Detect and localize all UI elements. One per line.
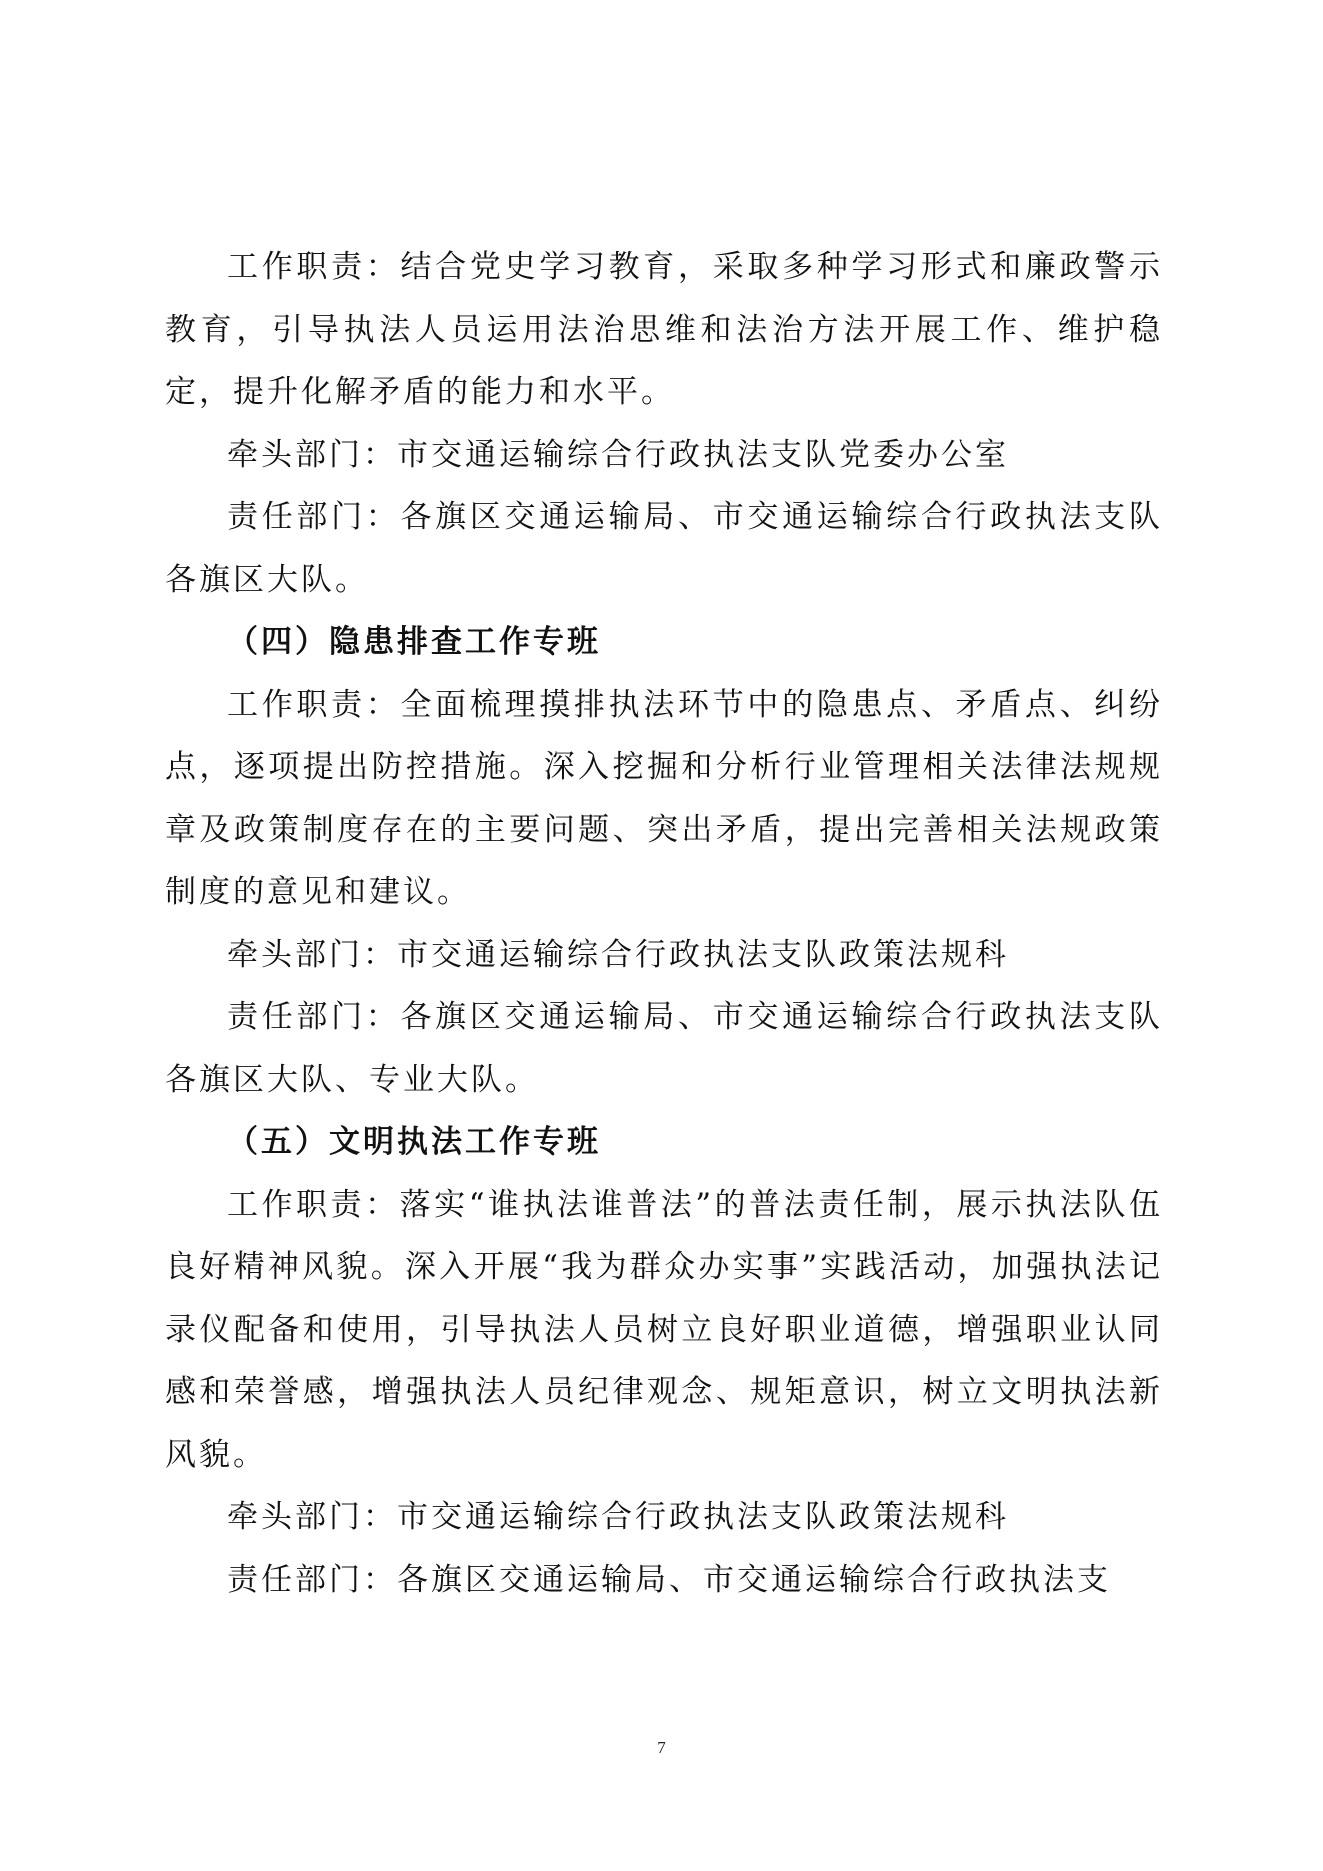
section-heading-4: （四）隐患排查工作专班 [227, 624, 601, 660]
lead-department-5: 牵头部门：市交通运输综合行政执法支队政策法规科 [227, 1499, 1009, 1535]
section-heading-5: （五）文明执法工作专班 [227, 1124, 601, 1160]
responsible-department-3: 责任部门：各旗区交通运输局、市交通运输综合行政执法支队各旗区大队。 [165, 499, 1163, 598]
page-number: 7 [657, 1738, 666, 1757]
document-body [165, 236, 1163, 1611]
duty-paragraph-3: 工作职责：结合党史学习教育，采取多种学习形式和廉政警示教育，引导执法人员运用法治思维和法治方法开展工作、维护稳定，提升化解矛盾的能力和水平。 [165, 249, 1163, 410]
duty-paragraph-5: 工作职责：落实“谁执法谁普法”的普法责任制，展示执法队伍良好精神风貌。深入开展“我为群众办实事”实践活动，加强执法记录仪配备和使用，引导执法人员树立良好职业道德，增强职业认同感和荣誉感，增强执法人员纪律观念、规矩意识，树立文明执法新风貌。 [165, 1186, 1163, 1473]
lead-department-3: 牵头部门：市交通运输综合行政执法支队党委办公室 [227, 436, 1009, 473]
responsible-department-5: 责任部门：各旗区交通运输局、市交通运输综合行政执法支 [227, 1561, 1111, 1598]
duty-paragraph-4: 工作职责：全面梳理摸排执法环节中的隐患点、矛盾点、纠纷点，逐项提出防控措施。深入挖掘和分析行业管理相关法律法规规章及政策制度存在的主要问题、突出矛盾，提出完善相关法规政策制度的意见和建议。 [165, 686, 1163, 910]
responsible-department-4: 责任部门：各旗区交通运输局、市交通运输综合行政执法支队各旗区大队、专业大队。 [165, 999, 1163, 1098]
lead-department-4: 牵头部门：市交通运输综合行政执法支队政策法规科 [227, 936, 1009, 973]
